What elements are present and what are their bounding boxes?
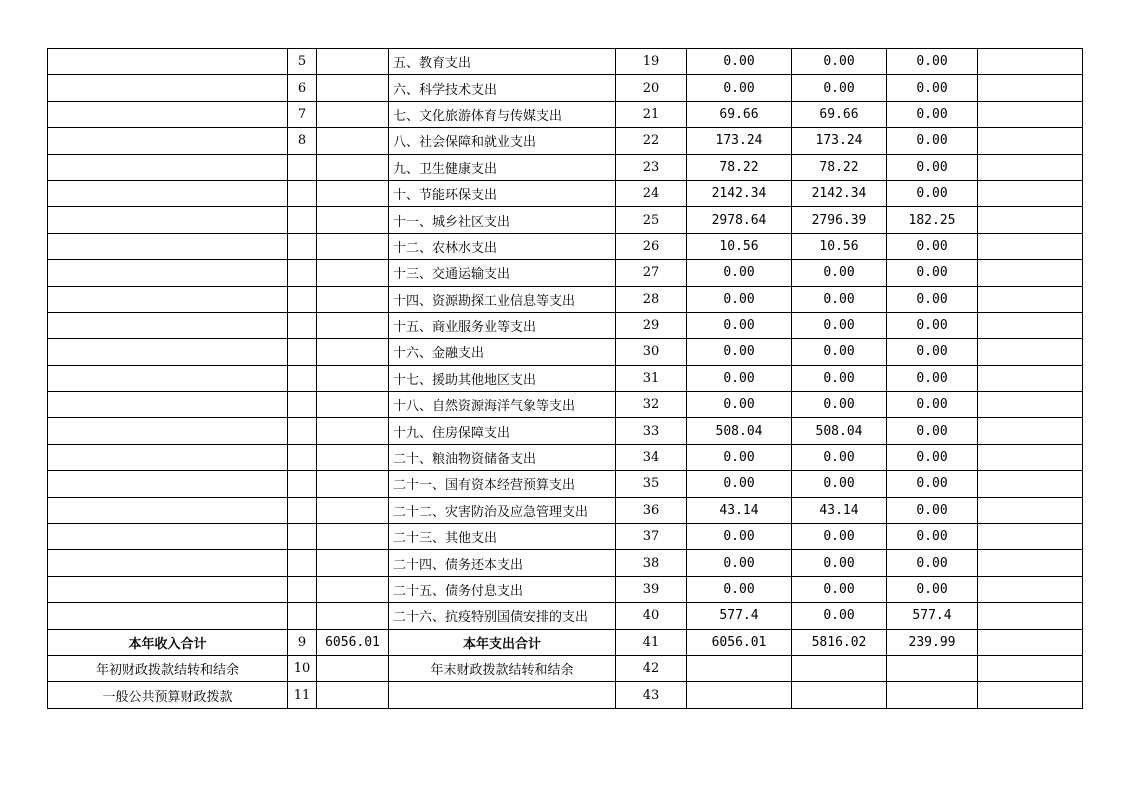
income-item-cell xyxy=(48,312,288,338)
expense-row-number: 22 xyxy=(616,128,687,154)
income-amount-cell xyxy=(317,444,389,470)
table-row xyxy=(48,49,1083,75)
expense-row-number: 43 xyxy=(616,682,687,708)
general-budget-cell: 5816.02 xyxy=(792,629,887,655)
income-row-number xyxy=(288,180,317,206)
expense-item-cell: 十九、住房保障支出 xyxy=(389,418,616,444)
income-row-number xyxy=(288,286,317,312)
income-row-number: 5 xyxy=(288,49,317,75)
government-fund-cell: 0.00 xyxy=(887,576,978,602)
general-budget-cell: 173.24 xyxy=(792,128,887,154)
expense-row-number: 32 xyxy=(616,392,687,418)
income-row-number xyxy=(288,260,317,286)
income-amount-cell xyxy=(317,260,389,286)
general-budget-cell: 2796.39 xyxy=(792,207,887,233)
general-budget-cell: 0.00 xyxy=(792,49,887,75)
table-row xyxy=(48,576,1083,602)
income-item-cell xyxy=(48,392,288,418)
income-amount-cell xyxy=(317,49,389,75)
state-capital-cell xyxy=(978,629,1083,655)
expense-item-cell: 十二、农林水支出 xyxy=(389,233,616,259)
carryover-row xyxy=(48,655,1083,681)
government-fund-cell: 0.00 xyxy=(887,550,978,576)
expense-item-cell: 二十、粮油物资储备支出 xyxy=(389,444,616,470)
income-row-number xyxy=(288,497,317,523)
totals-row xyxy=(48,629,1083,655)
income-amount-cell xyxy=(317,471,389,497)
expense-total-cell: 173.24 xyxy=(687,128,792,154)
table-row xyxy=(48,128,1083,154)
expense-row-number: 36 xyxy=(616,497,687,523)
table-row xyxy=(48,154,1083,180)
general-budget-cell: 78.22 xyxy=(792,154,887,180)
table-row xyxy=(48,260,1083,286)
general-budget-cell: 0.00 xyxy=(792,603,887,629)
expense-row-number: 39 xyxy=(616,576,687,602)
expense-total-cell: 0.00 xyxy=(687,524,792,550)
government-fund-cell: 0.00 xyxy=(887,233,978,259)
state-capital-cell xyxy=(978,49,1083,75)
state-capital-cell xyxy=(978,576,1083,602)
income-item-cell xyxy=(48,207,288,233)
expense-item-cell: 二十二、灾害防治及应急管理支出 xyxy=(389,497,616,523)
expense-item-cell: 十一、城乡社区支出 xyxy=(389,207,616,233)
income-row-number xyxy=(288,154,317,180)
table-row xyxy=(48,550,1083,576)
expense-item-cell: 十七、援助其他地区支出 xyxy=(389,365,616,391)
expense-item-cell: 二十五、债务付息支出 xyxy=(389,576,616,602)
general-budget-cell: 0.00 xyxy=(792,339,887,365)
expense-row-number: 34 xyxy=(616,444,687,470)
state-capital-cell xyxy=(978,655,1083,681)
expense-total-cell: 78.22 xyxy=(687,154,792,180)
income-row-number: 6 xyxy=(288,75,317,101)
expense-item-cell: 本年支出合计 xyxy=(389,629,616,655)
income-row-number xyxy=(288,418,317,444)
expense-row-number: 27 xyxy=(616,260,687,286)
state-capital-cell xyxy=(978,392,1083,418)
income-row-number xyxy=(288,233,317,259)
income-item-cell xyxy=(48,180,288,206)
fiscal-budget-table xyxy=(47,48,1083,709)
government-fund-cell: 0.00 xyxy=(887,260,978,286)
income-item-cell xyxy=(48,75,288,101)
expense-total-cell: 0.00 xyxy=(687,444,792,470)
expense-row-number: 38 xyxy=(616,550,687,576)
income-amount-cell xyxy=(317,603,389,629)
state-capital-cell xyxy=(978,75,1083,101)
expense-total-cell: 2142.34 xyxy=(687,180,792,206)
income-row-number xyxy=(288,392,317,418)
income-item-cell xyxy=(48,260,288,286)
government-fund-cell: 0.00 xyxy=(887,312,978,338)
expense-row-number: 25 xyxy=(616,207,687,233)
expense-total-cell: 69.66 xyxy=(687,101,792,127)
expense-total-cell: 0.00 xyxy=(687,550,792,576)
income-item-cell xyxy=(48,524,288,550)
income-row-number xyxy=(288,524,317,550)
government-fund-cell: 0.00 xyxy=(887,392,978,418)
general-budget-cell: 10.56 xyxy=(792,233,887,259)
government-fund-cell: 0.00 xyxy=(887,471,978,497)
general-budget-cell: 0.00 xyxy=(792,550,887,576)
expense-total-cell xyxy=(687,655,792,681)
government-fund-cell: 0.00 xyxy=(887,154,978,180)
general-budget-cell: 69.66 xyxy=(792,101,887,127)
government-fund-cell: 239.99 xyxy=(887,629,978,655)
general-budget-cell: 0.00 xyxy=(792,392,887,418)
government-fund-cell: 0.00 xyxy=(887,444,978,470)
table-row xyxy=(48,312,1083,338)
government-fund-cell: 0.00 xyxy=(887,339,978,365)
expense-total-cell: 508.04 xyxy=(687,418,792,444)
income-row-number xyxy=(288,339,317,365)
state-capital-cell xyxy=(978,682,1083,708)
government-fund-cell: 0.00 xyxy=(887,524,978,550)
expense-item-cell: 八、社会保障和就业支出 xyxy=(389,128,616,154)
state-capital-cell xyxy=(978,550,1083,576)
income-item-cell xyxy=(48,444,288,470)
expense-item-cell: 十五、商业服务业等支出 xyxy=(389,312,616,338)
expense-total-cell: 0.00 xyxy=(687,312,792,338)
income-item-cell xyxy=(48,550,288,576)
table-row xyxy=(48,207,1083,233)
expense-row-number: 41 xyxy=(616,629,687,655)
expense-row-number: 23 xyxy=(616,154,687,180)
income-row-number: 9 xyxy=(288,629,317,655)
expense-item-cell: 二十四、债务还本支出 xyxy=(389,550,616,576)
general-budget-cell: 43.14 xyxy=(792,497,887,523)
expense-row-number: 21 xyxy=(616,101,687,127)
income-item-cell xyxy=(48,101,288,127)
expense-total-cell: 10.56 xyxy=(687,233,792,259)
expense-item-cell: 二十三、其他支出 xyxy=(389,524,616,550)
state-capital-cell xyxy=(978,365,1083,391)
general-budget-cell: 0.00 xyxy=(792,365,887,391)
income-item-cell xyxy=(48,286,288,312)
income-amount-cell xyxy=(317,207,389,233)
income-row-number xyxy=(288,312,317,338)
income-item-cell: 年初财政拨款结转和结余 xyxy=(48,655,288,681)
income-item-cell xyxy=(48,471,288,497)
expense-total-cell: 0.00 xyxy=(687,365,792,391)
expense-row-number: 35 xyxy=(616,471,687,497)
expense-total-cell: 43.14 xyxy=(687,497,792,523)
state-capital-cell xyxy=(978,471,1083,497)
expense-item-cell: 六、科学技术支出 xyxy=(389,75,616,101)
expense-total-cell: 2978.64 xyxy=(687,207,792,233)
state-capital-cell xyxy=(978,603,1083,629)
expense-item-cell: 十八、自然资源海洋气象等支出 xyxy=(389,392,616,418)
income-amount-cell xyxy=(317,365,389,391)
income-amount-cell: 6056.01 xyxy=(317,629,389,655)
income-amount-cell xyxy=(317,180,389,206)
expense-row-number: 28 xyxy=(616,286,687,312)
income-amount-cell xyxy=(317,392,389,418)
state-capital-cell xyxy=(978,233,1083,259)
government-fund-cell xyxy=(887,655,978,681)
government-fund-cell: 0.00 xyxy=(887,49,978,75)
state-capital-cell xyxy=(978,524,1083,550)
expense-row-number: 29 xyxy=(616,312,687,338)
income-amount-cell xyxy=(317,286,389,312)
income-item-cell xyxy=(48,49,288,75)
expense-row-number: 33 xyxy=(616,418,687,444)
table-row xyxy=(48,418,1083,444)
income-row-number xyxy=(288,550,317,576)
table-row xyxy=(48,75,1083,101)
state-capital-cell xyxy=(978,154,1083,180)
income-row-number xyxy=(288,603,317,629)
income-row-number: 8 xyxy=(288,128,317,154)
table-row xyxy=(48,524,1083,550)
government-fund-cell: 0.00 xyxy=(887,180,978,206)
general-budget-cell: 0.00 xyxy=(792,576,887,602)
income-item-cell xyxy=(48,233,288,259)
income-row-number xyxy=(288,576,317,602)
state-capital-cell xyxy=(978,101,1083,127)
income-amount-cell xyxy=(317,418,389,444)
table-row xyxy=(48,339,1083,365)
state-capital-cell xyxy=(978,497,1083,523)
government-fund-cell: 0.00 xyxy=(887,418,978,444)
general-budget-cell xyxy=(792,655,887,681)
state-capital-cell xyxy=(978,286,1083,312)
state-capital-cell xyxy=(978,312,1083,338)
income-row-number xyxy=(288,207,317,233)
income-amount-cell xyxy=(317,497,389,523)
expense-item-cell: 九、卫生健康支出 xyxy=(389,154,616,180)
expense-row-number: 26 xyxy=(616,233,687,259)
expense-row-number: 20 xyxy=(616,75,687,101)
state-capital-cell xyxy=(978,418,1083,444)
expense-item-cell: 十三、交通运输支出 xyxy=(389,260,616,286)
income-amount-cell xyxy=(317,101,389,127)
state-capital-cell xyxy=(978,444,1083,470)
expense-row-number: 31 xyxy=(616,365,687,391)
table-row xyxy=(48,392,1083,418)
expense-item-cell: 七、文化旅游体育与传媒支出 xyxy=(389,101,616,127)
general-budget-cell: 0.00 xyxy=(792,286,887,312)
income-amount-cell xyxy=(317,655,389,681)
income-item-cell xyxy=(48,603,288,629)
expense-item-cell: 十、节能环保支出 xyxy=(389,180,616,206)
general-budget-cell: 0.00 xyxy=(792,444,887,470)
income-amount-cell xyxy=(317,550,389,576)
income-row-number xyxy=(288,444,317,470)
income-item-cell xyxy=(48,418,288,444)
expense-total-cell: 0.00 xyxy=(687,471,792,497)
expense-item-cell: 二十一、国有资本经营预算支出 xyxy=(389,471,616,497)
table-row xyxy=(48,101,1083,127)
expense-row-number: 24 xyxy=(616,180,687,206)
table-row xyxy=(48,497,1083,523)
expense-row-number: 30 xyxy=(616,339,687,365)
government-fund-cell xyxy=(887,682,978,708)
income-item-cell xyxy=(48,365,288,391)
income-amount-cell xyxy=(317,312,389,338)
table-body xyxy=(48,49,1083,709)
income-item-cell xyxy=(48,497,288,523)
expense-item-cell xyxy=(389,682,616,708)
general-budget-cell: 0.00 xyxy=(792,75,887,101)
income-amount-cell xyxy=(317,524,389,550)
expense-item-cell: 年末财政拨款结转和结余 xyxy=(389,655,616,681)
government-fund-cell: 0.00 xyxy=(887,128,978,154)
income-amount-cell xyxy=(317,75,389,101)
income-row-number xyxy=(288,471,317,497)
general-budget-cell: 0.00 xyxy=(792,312,887,338)
government-fund-cell: 577.4 xyxy=(887,603,978,629)
state-capital-cell xyxy=(978,180,1083,206)
expense-row-number: 19 xyxy=(616,49,687,75)
income-item-cell xyxy=(48,339,288,365)
expense-total-cell xyxy=(687,682,792,708)
income-row-number xyxy=(288,365,317,391)
income-item-cell: 本年收入合计 xyxy=(48,629,288,655)
income-item-cell: 一般公共预算财政拨款 xyxy=(48,682,288,708)
income-row-number: 10 xyxy=(288,655,317,681)
income-amount-cell xyxy=(317,576,389,602)
expense-total-cell: 0.00 xyxy=(687,286,792,312)
government-fund-cell: 0.00 xyxy=(887,101,978,127)
expense-row-number: 42 xyxy=(616,655,687,681)
government-fund-cell: 182.25 xyxy=(887,207,978,233)
expense-row-number: 37 xyxy=(616,524,687,550)
table-row xyxy=(48,471,1083,497)
government-fund-cell: 0.00 xyxy=(887,365,978,391)
expense-total-cell: 0.00 xyxy=(687,260,792,286)
expense-total-cell: 0.00 xyxy=(687,339,792,365)
expense-item-cell: 五、教育支出 xyxy=(389,49,616,75)
income-row-number: 11 xyxy=(288,682,317,708)
expense-item-cell: 十六、金融支出 xyxy=(389,339,616,365)
expense-total-cell: 0.00 xyxy=(687,576,792,602)
expense-item-cell: 二十六、抗疫特别国债安排的支出 xyxy=(389,603,616,629)
expense-row-number: 40 xyxy=(616,603,687,629)
government-fund-cell: 0.00 xyxy=(887,286,978,312)
table-row xyxy=(48,286,1083,312)
general-budget-cell: 0.00 xyxy=(792,471,887,497)
general-budget-cell: 0.00 xyxy=(792,524,887,550)
income-amount-cell xyxy=(317,682,389,708)
income-amount-cell xyxy=(317,154,389,180)
government-fund-cell: 0.00 xyxy=(887,497,978,523)
expense-item-cell: 十四、资源勘探工业信息等支出 xyxy=(389,286,616,312)
income-amount-cell xyxy=(317,128,389,154)
table-row xyxy=(48,180,1083,206)
state-capital-cell xyxy=(978,339,1083,365)
income-row-number: 7 xyxy=(288,101,317,127)
income-item-cell xyxy=(48,128,288,154)
general-public-budget-row xyxy=(48,682,1083,708)
state-capital-cell xyxy=(978,207,1083,233)
table-row xyxy=(48,233,1083,259)
expense-total-cell: 0.00 xyxy=(687,49,792,75)
income-item-cell xyxy=(48,154,288,180)
table-row xyxy=(48,365,1083,391)
expense-total-cell: 577.4 xyxy=(687,603,792,629)
expense-total-cell: 0.00 xyxy=(687,75,792,101)
table-row xyxy=(48,603,1083,629)
table-row xyxy=(48,444,1083,470)
income-amount-cell xyxy=(317,339,389,365)
state-capital-cell xyxy=(978,128,1083,154)
income-amount-cell xyxy=(317,233,389,259)
income-item-cell xyxy=(48,576,288,602)
state-capital-cell xyxy=(978,260,1083,286)
general-budget-cell: 2142.34 xyxy=(792,180,887,206)
expense-total-cell: 0.00 xyxy=(687,392,792,418)
government-fund-cell: 0.00 xyxy=(887,75,978,101)
general-budget-cell: 0.00 xyxy=(792,260,887,286)
expense-total-cell: 6056.01 xyxy=(687,629,792,655)
general-budget-cell: 508.04 xyxy=(792,418,887,444)
general-budget-cell xyxy=(792,682,887,708)
